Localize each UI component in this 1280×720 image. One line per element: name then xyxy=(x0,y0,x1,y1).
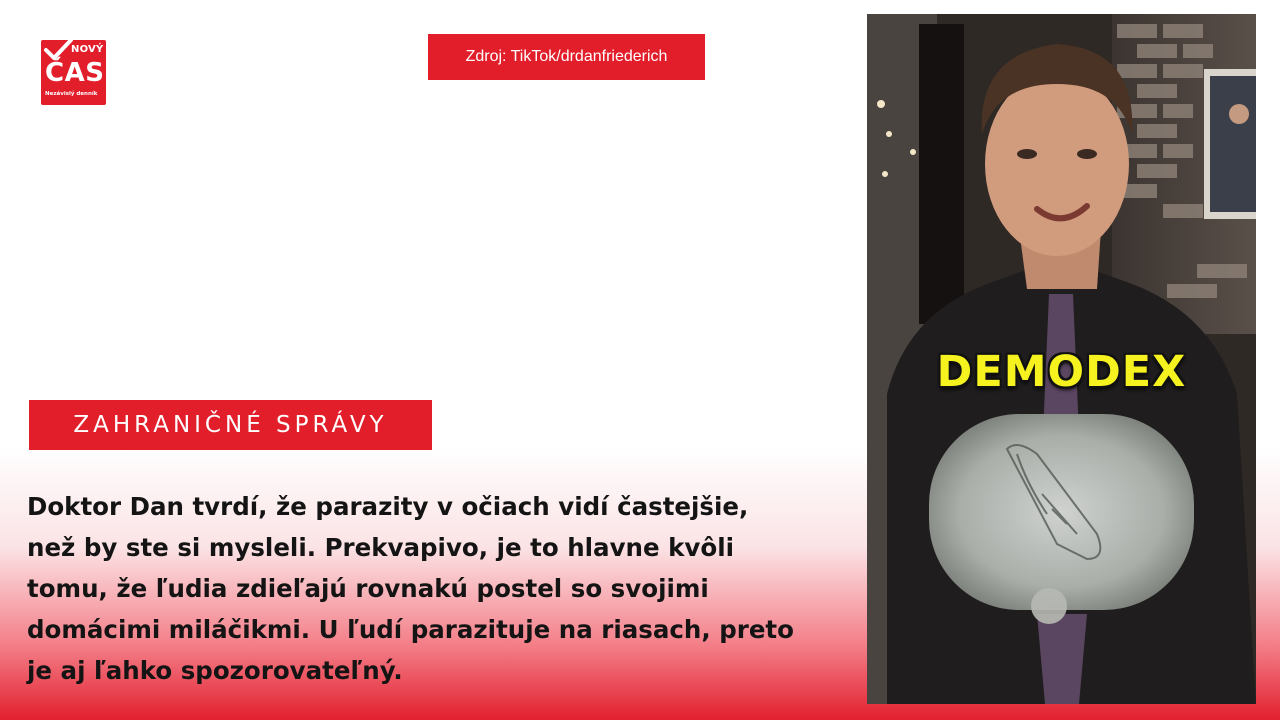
logo-line2: ČAS xyxy=(45,58,105,88)
video-frame[interactable] xyxy=(867,14,1256,704)
logo-tagline: Nezávislý denník xyxy=(45,91,98,97)
article-line: než by ste si mysleli. Prekvapivo, je to hlavne kvôli xyxy=(27,533,735,562)
logo-line1: NOVÝ xyxy=(71,44,104,55)
article-line: tomu, že ľudia zdieľajú rovnakú postel so svojimi xyxy=(27,574,709,603)
article-text xyxy=(27,486,842,691)
video-caption: DEMODEX xyxy=(936,347,1187,397)
novy-cas-logo xyxy=(41,40,106,105)
category-badge: ZAHRANIČNÉ SPRÁVY xyxy=(29,400,432,450)
article-line: je aj ľahko spozorovateľný. xyxy=(27,656,403,685)
article-line: domácimi miláčikmi. U ľudí parazituje na riasach, preto xyxy=(27,615,794,644)
source-label: Zdroj: TikTok/drdanfriederich xyxy=(428,34,705,80)
article-line: Doktor Dan tvrdí, že parazity v očiach vidí častejšie, xyxy=(27,492,749,521)
